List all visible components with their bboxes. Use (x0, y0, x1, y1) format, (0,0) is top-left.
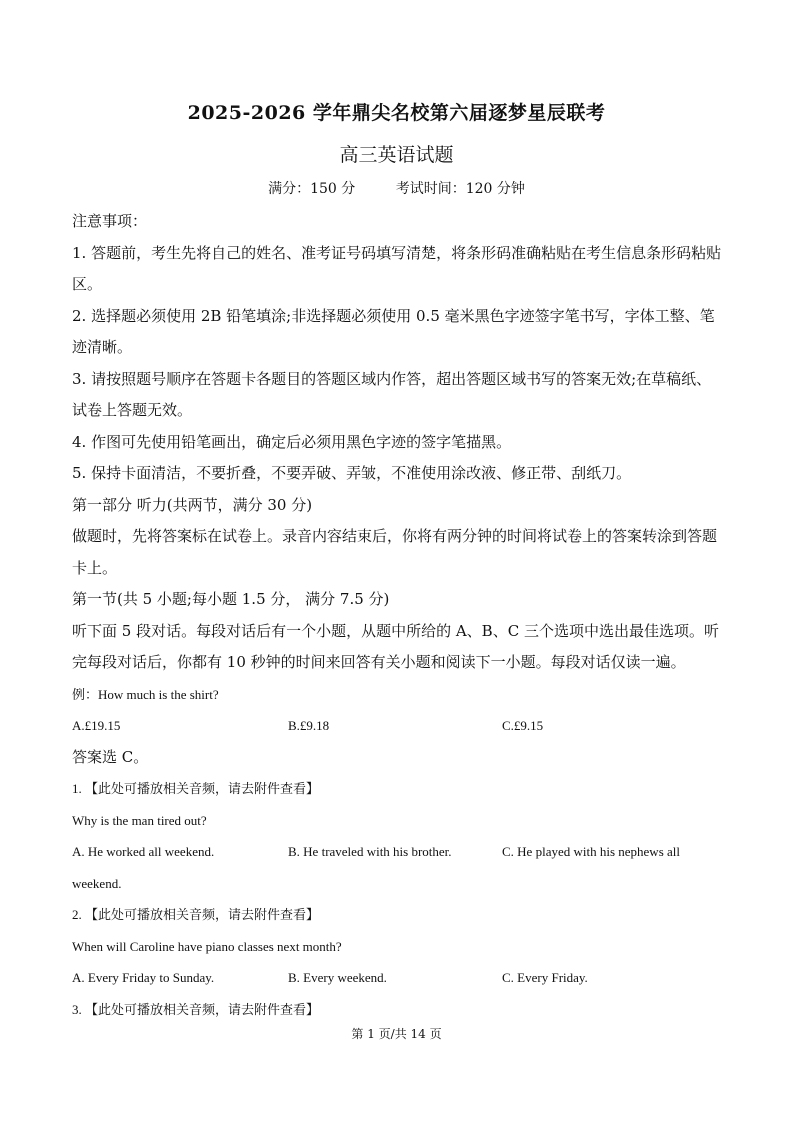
q2-option-c: C. Every Friday. (502, 970, 588, 985)
notice-item-4: 4. 作图可先使用铅笔画出，确定后必须用黑色字迹的签字笔描黑。 (72, 432, 512, 451)
exam-content (72, 206, 726, 1025)
example-option-b: B.£9.18 (288, 718, 330, 733)
q1-option-c-continuation: weekend. (72, 875, 122, 891)
part1-heading: 第一部分 听力(共两节，满分 30 分) (72, 495, 313, 514)
notice-item-2: 2. 选择题必须使用 2B 铅笔填涂;非选择题必须使用 0.5 毫米黑色字迹签字笔书写，字体工整、笔迹清晰。 (72, 306, 715, 356)
notice-item-5: 5. 保持卡面清洁，不要折叠，不要弄破、弄皱，不准使用涂改液、修正带、刮纸刀。 (72, 464, 632, 482)
q3-audio[interactable]: 3. 【此处可播放相关音频，请去附件查看】 (72, 1001, 320, 1017)
exam-time: 考试时间：120 分钟 (395, 181, 525, 197)
q1-options (72, 836, 726, 868)
exam-meta (0, 178, 793, 198)
q1-option-a: A. He worked all weekend. (72, 844, 215, 859)
full-score: 满分：150 分 (268, 181, 356, 197)
example-options (72, 710, 726, 742)
q1-option-c: C. He played with his nephews all (502, 844, 680, 859)
section1-instruction: 听下面 5 段对话。每段对话后有一个小题，从题中所给的 A、B、C 三个选项中选出最佳选项。听完每段对话后，你都有 10 秒钟的时间来回答有关小题和阅读下一小题。每段对话仅读一遍。 (72, 621, 719, 671)
notice-heading: 注意事项： (72, 212, 148, 230)
exam-subtitle: 高三英语试题 (339, 144, 454, 166)
notice-item-3: 3. 请按照题号顺序在答题卡各题目的答题区域内作答，超出答题区域书写的答案无效;在草稿纸、试卷上答题无效。 (72, 369, 712, 419)
q2-options (72, 962, 726, 994)
notice-item-1: 1. 答题前，考生先将自己的姓名、准考证号码填写清楚，将条形码准确粘贴在考生信息条形码粘贴区。 (72, 243, 722, 293)
section1-heading: 第一节(共 5 小题;每小题 1.5 分， 满分 7.5 分) (72, 590, 390, 608)
q2-option-b: B. Every weekend. (288, 970, 387, 985)
q1-audio[interactable]: 1. 【此处可播放相关音频，请去附件查看】 (72, 781, 320, 796)
q1-question: Why is the man tired out? (72, 812, 207, 828)
part1-instruction: 做题时，先将答案标在试卷上。录音内容结束后，你将有两分钟的时间将试卷上的答案转涂到答题卡上。 (72, 527, 718, 577)
q2-audio[interactable]: 2. 【此处可播放相关音频，请去附件查看】 (72, 907, 320, 922)
q1-option-b: B. He traveled with his brother. (288, 844, 452, 859)
example-answer: 答案选 C。 (72, 747, 149, 766)
example-option-c: C.£9.15 (502, 718, 544, 733)
q2-option-a: A. Every Friday to Sunday. (72, 970, 215, 985)
exam-title: 2025-2026 学年鼎尖名校第六届逐梦星辰联考 (187, 102, 606, 124)
page-number: 第 1 页/共 14 页 (351, 1027, 442, 1041)
q2-question: When will Caroline have piano classes next month? (72, 938, 342, 954)
example-option-a: A.£19.15 (72, 718, 121, 733)
example-question: 例：How much is the shirt? (72, 686, 219, 702)
